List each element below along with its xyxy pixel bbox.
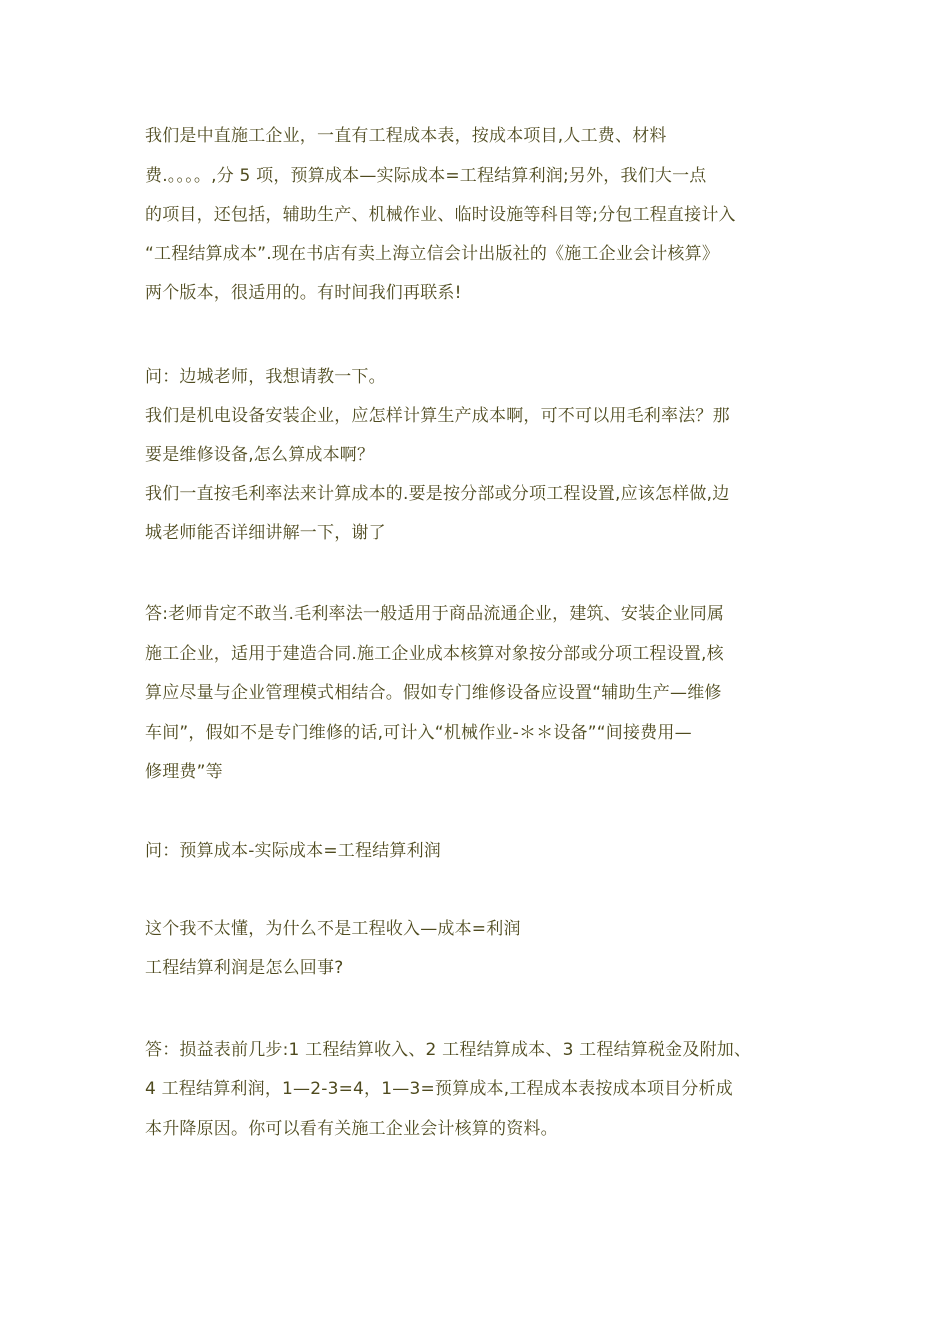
- paragraph-5-line-2: 工程结算利润是怎么回事?: [145, 958, 344, 978]
- paragraph-5-line-1: 这个我不太懂，为什么不是工程收入—成本=利润: [145, 919, 521, 939]
- paragraph-1-line-4: “工程结算成本”.现在书店有卖上海立信会计出版社的《施工企业会计核算》: [145, 244, 720, 264]
- paragraph-6-line-2: 4 工程结算利润，1—2-3=4，1—3=预算成本,工程成本表按成本项目分析成: [145, 1079, 733, 1099]
- paragraph-1-line-2: 费.。。。。,分 5 项，预算成本—实际成本=工程结算利润;另外，我们大一点: [145, 166, 707, 186]
- paragraph-2-line-3: 要是维修设备,怎么算成本啊？: [145, 445, 375, 465]
- paragraph-3-line-2: 施工企业，适用于建造合同.施工企业成本核算对象按分部或分项工程设置,核: [145, 644, 724, 664]
- paragraph-1-line-5: 两个版本，很适用的。有时间我们再联系!: [145, 283, 462, 303]
- paragraph-1-line-3: 的项目，还包括，辅助生产、机械作业、临时设施等科目等;分包工程直接计入: [145, 205, 736, 225]
- paragraph-4-line-1: 问：预算成本-实际成本=工程结算利润: [145, 841, 441, 861]
- paragraph-2-line-5: 城老师能否详细讲解一下，谢了: [145, 523, 386, 543]
- paragraph-2-line-1: 问：边城老师，我想请教一下。: [145, 367, 386, 387]
- paragraph-3-line-1: 答:老师肯定不敢当.毛利率法一般适用于商品流通企业，建筑、安装企业同属: [145, 604, 725, 624]
- paragraph-6-line-3: 本升降原因。你可以看有关施工企业会计核算的资料。: [145, 1119, 558, 1139]
- paragraph-3-line-3: 算应尽量与企业管理模式相结合。假如专门维修设备应设置“辅助生产—维修: [145, 683, 722, 703]
- paragraph-1-line-1: 我们是中直施工企业，一直有工程成本表，按成本项目,人工费、材料: [145, 126, 667, 146]
- paragraph-2-line-4: 我们一直按毛利率法来计算成本的.要是按分部或分项工程设置,应该怎样做,边: [145, 484, 730, 504]
- paragraph-6-line-1: 答：损益表前几步:1 工程结算收入、2 工程结算成本、3 工程结算税金及附加、: [145, 1040, 752, 1060]
- paragraph-3-line-4: 车间”，假如不是专门维修的话,可计入“机械作业-＊＊设备”“间接费用—: [145, 723, 692, 743]
- paragraph-2-line-2: 我们是机电设备安装企业，应怎样计算生产成本啊，可不可以用毛利率法？那: [145, 406, 730, 426]
- paragraph-3-line-5: 修理费”等: [145, 762, 223, 782]
